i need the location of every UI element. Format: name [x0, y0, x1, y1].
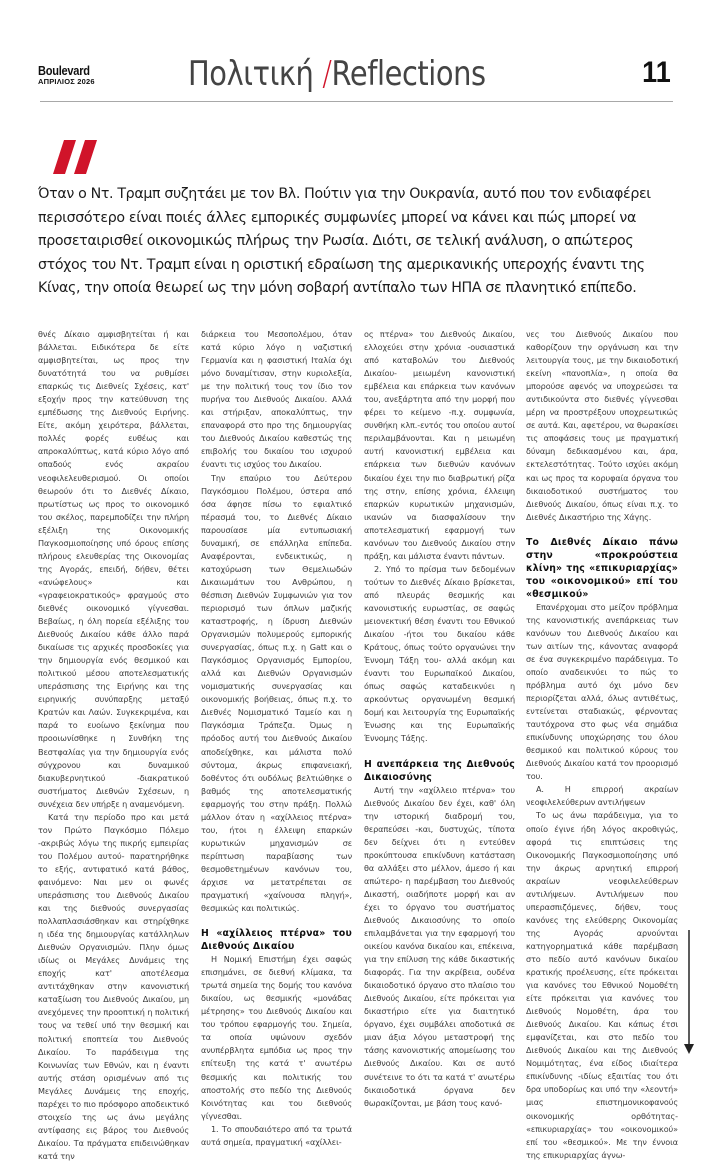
- paragraph: 2. Υπό το πρίσμα των δεδομένων τούτων το Διεθνές Δίκαιο βρίσκεται, από πλευράς θεσμικής και κανονιστικής ευρωστίας, σε σαφώς μειονεκτική θέση έναντι του Εθνικού Δικαίου -ήτοι του δικαίου κάθε Κράτους, όπως τούτο οργανώνει την Έννομη Τάξη του- αλλά ακόμη και έναντι του Ευρωπαϊκού Δικαίου, όπως σαφώς καταδεικνύει η αρκούντως οργανωμένη θεσμική δομή και λειτουργία της Ευρωπαϊκής Ένωσης και της Ευρωπαϊκής Έννομης Τάξης.: [364, 563, 515, 744]
- section-title-separator: /: [322, 54, 332, 94]
- quote-marks-icon: [52, 140, 102, 174]
- paragraph: Την επαύριο του Δεύτερου Παγκόσμιου Πολέμου, ύστερα από όσα άφησε πίσω το εφιαλτικό πέρασμά του, το Διεθνές Δίκαιο παρουσίασε μία εντυπωσιακή δυναμική, σε επάλληλα επίπεδα. Αναφέρονται, ενδεικτικώς, η κατοχύρωση των Θεμελιωδών Δικαιωμάτων του Ανθρώπου, η θέσπιση Διεθνών Συμφωνιών για τον περιορισμό των όπλων μαζικής καταστροφής, η ίδρυση Διεθνών Οργανισμών πολυμερούς εμπορικής συνεργασίας, όπως π.χ. η Gatt και ο Παγκόσμιος Οργανισμός Εμπορίου, αλλά και Διεθνών Οργανισμών νομισματικής συνεργασίας και οικονομικής βοήθειας, όπως π.χ. το Διεθνές Νομισματικό Ταμείο και η Παγκόσμια Τράπεζα. Όμως η πρόοδος αυτή του Διεθνούς Δικαίου αποδείχθηκε, και μάλιστα πολύ σύντομα, άκρως επιφανειακή, δοθέντος ότι ουδόλως βελτιώθηκε ο βαθμός της αποτελεσματικής εφαρμογής του στην πράξη. Πολλώ μάλλον όταν η «αχίλλειος πτέρνα» του, ήτοι η έλλειψη επαρκών κυρωτικών μηχανισμών σε περίπτωση παραβίασης των θεσμοθετημένων κανόνων του, άρχισε να μετατρέπεται σε πραγματική «χαίνουσα πληγή», θεσμικώς και πολιτικώς.: [201, 472, 352, 914]
- page-header: [38, 50, 673, 102]
- paragraph: Κατά την περίοδο προ και μετά τον Πρώτο Παγκόσμιο Πόλεμο -ακριβώς λόγω της πικρής εμπειρίας του Πολέμου αυτού- παρατηρήθηκε το εξής, αντιφατικό κατά βάθος, φαινόμενο: Ναι μεν οι φωνές υπεράσπισης του Διεθνούς Δικαίου και της διεθνούς συνεργασίας πολλαπλασιάσθηκαν και στηρίχθηκε η ιδέα της δημιουργίας κατάλληλων Διεθνών Οργανισμών. Πλην όμως ιδίως οι Μεγάλες Δυνάμεις της εποχής κατ' αποτέλεσμα αντιτάχθηκαν στην κανονιστική καταξίωση του Διεθνούς Δικαίου, μη ανεχόμενες την προοπτική η πολιτική τους να τεθεί υπό την θεσμική και πολιτική εποπτεία του Διεθνούς Δικαίου. Το παράδειγμα της Κοινωνίας των Εθνών, και η έναντι αυτής στάση ορισμένων από τις Μεγάλες Δυνάμεις της εποχής, παρέχει το πιο πρόσφορο αποδεικτικό στοιχείο της ως άνω μεγάλης αντίφασης εις βάρος του Διεθνούς Δικαίου. Τα πράγματα επιδεινώθηκαν κατά την: [38, 811, 189, 1161]
- paragraph: Το ως άνω παράδειγμα, για το οποίο έγινε ήδη λόγος ακροθιγώς, αφορά τις επιπτώσεις της Οικονομικής Παγκοσμιοποίησης υπό την άκρως αρνητική επιρροή ακραίων νεοφιλελεύθερων αντιλήψεων. Αντιλήψεων που υπερασπιζόμενες, δήθεν, τους κανόνες της ελεύθερης Οικονομίας της Αγοράς αρνούνται κατηγορηματικά κάθε παρέμβαση στο πεδίο αυτό κανόνων δικαίου κρατικής προέλευσης, είτε πρόκειται για κανόνες του Εθνικού Νομοθέτη είτε πρόκειται για κανόνες του Διεθνούς Νομοθέτη, άρα του Διεθνούς Δικαίου. Και κάπως έτσι εμφανίζεται, και στο πεδίο του Διεθνούς Δικαίου και της Διεθνούς Νομιμότητας, ένα είδος ιδιαίτερα επικίνδυνης -ιδίως εξαιτίας του ότι δρα υποδορίως και υπό την «λεοντή» μιας επιστημονικοφανούς οικονομικής ορθότητας- «επικυριαρχίας» του «οικονομικού» επί του «θεσμικού». Με την έννοια της επικυριαρχίας άγνω-: [526, 810, 678, 1160]
- paragraph: 1. Το σπουδαιότερο από τα τρωτά αυτά σημεία, πραγματική «αχίλλει-: [201, 1123, 352, 1147]
- continue-arrow-icon: [684, 930, 694, 1055]
- pull-quote: [38, 183, 678, 301]
- article-body: [38, 328, 678, 1161]
- paragraph: νες του Διεθνούς Δικαίου που καθορίζουν την οργάνωση και την λειτουργία τους, με την δικαιοδοτική εκείνη «πανοπλία», η οποία θα μπορούσε αφενός να υποχρεώσει τα αντιδικούντα στο διεθνές γίγνεσθαι μέρη να προστρέξουν υποχρεωτικώς σε αυτά. Και, αφετέρου, να θωρακίσει τις αποφάσεις τους με πραγματική δύναμη δεδικασμένου και, άρα, εκτελεστότητας. Τούτο ισχύει ακόμη και ως προς τα κορυφαία όργανα του δικαιοδοτικού συστήματος του Διεθνούς Δικαίου, όπως είναι π.χ. το Διεθνές Δικαστήριο της Χάγης.: [526, 329, 678, 522]
- paragraph: θνές Δίκαιο αμφισβητείται ή και βάλλεται. Ειδικότερα δε είτε αμφισβητείται, ως προς την δυνατότητά του να ρυθμίσει επαρκώς τις Διεθνείς Σχέσεις, κατ' εξοχήν προς την κατεύθυνση της εμπέδωσης της Διεθνούς Ειρήνης. Είτε, ακόμη χειρότερα, βάλλεται, πολλές φορές ευθέως και απροκαλύπτως, κατά κύριο λόγο από οπαδούς ενός ακραίου νεοφιλελευθερισμού. Οι οποίοι θεωρούν ότι το Διεθνές Δίκαιο, πρωτίστως ως προς το οικονομικό του σκέλος, παρεμποδίζει την πλήρη εξέλιξη της Οικονομικής Παγκοσμιοποίησης υπό όρους επίσης πλήρους ελευθερίας της Οικονομίας της Αγοράς, επειδή, δήθεν, θέτει «ανώφελους» και «γραφειοκρατικούς» φραγμούς στο διεθνές οικονομικό γίγνεσθαι. Βεβαίως, η όλη πορεία εξέλιξης του Διεθνούς Δικαίου κάθε άλλο παρά δικαίωσε τις αρχικές προσδοκίες για την δημιουργία ενός θεσμικού και πολιτικού μέσου αποτελεσματικής υπεράσπισης της Ειρήνης και της ειρηνικής συνύπαρξης μεταξύ Κρατών και Λαών. Συγκεκριμένα, και παρά το ευοίωνο ξεκίνημα που προοιωνίσθηκε η Συνθήκη της Βεστφαλίας για την δημιουργία ενός σύγχρονου και δυναμικού διακυβερνητικού -διακρατικού συστήματος Διεθνών Σχέσεων, η συνέχεια δεν υπήρξε η αναμενόμενη.: [38, 329, 189, 809]
- article-column-3: [364, 328, 515, 1110]
- paragraph: ος πτέρνα» του Διεθνούς Δικαίου, ελλοχεύει στην χρόνια -ουσιαστικά από καταβολών του Διεθνούς Δικαίου- μειωμένη κανονιστική εμβέλεια και επάρκεια των κανόνων του, ανεξάρτητα από την μορφή που φέρει το κείμενο -π.χ. συμφωνία, συνθήκη κλπ.-εντός του οποίου αυτοί περιλαμβάνονται. Και η μειωμένη αυτή κανονιστική εμβέλεια και επάρκεια των διεθνών κανόνων δικαίου έχει την πιο διαβρωτική ρίζα της στην, επίσης χρόνια, έλλειψη επαρκών κυρωτικών μηχανισμών, ικανών να διασφαλίσουν την αποτελεσματική εφαρμογή των κανόνων του Διεθνούς Δικαίου στην πράξη, και μάλιστα έναντι πάντων.: [364, 329, 515, 561]
- article-column-1: [38, 328, 189, 1163]
- section-title-primary: Πολιτική: [188, 54, 314, 94]
- subheading: Η «αχίλλειος πτέρνα» του Διεθνούς Δικαίου: [201, 928, 352, 953]
- masthead: [38, 64, 99, 87]
- paragraph: Αυτή την «αχίλλειο πτέρνα» του Διεθνούς Δικαίου δεν έχει, καθ' όλη την ιστορική διαδρομή του, θεραπεύσει -και, δυστυχώς, τίποτα δεν δείχνει ότι η εντεύθεν προκύπτουσα επικίνδυνη κατάσταση θα αλλάξει στο μέλλον, άμεσο ή και απώτερο- η παρέμβαση του Διεθνούς Δικαστή, οιαδήποτε μορφή και αν έχει το όργανο του συστήματος Διεθνούς Δικαιοσύνης το οποίο επιλαμβάνεται για την εφαρμογή του οικείου κανόνα δικαίου και, επέκεινα, για την επίλυση της κάθε δικαστικής διαφοράς. Για την ακρίβεια, ουδένα δικαιοδοτικό όργανο στο πλαίσιο του Διεθνούς Δικαίου, είτε πρόκειται για δικαστήριο είτε για διαιτητικό όργανο, έχει συμβάλει αποδοτικά σε μιαν άξια λόγου μεταστροφή της τάσης κανονιστικής απομείωσης του Διεθνούς Δικαίου. Και σε αυτό συνέτεινε το ότι τα κατά τ' ανωτέρω δικαιοδοτικά όργανα δεν θωρακίζονται, με βάση τους κανό-: [364, 784, 515, 1108]
- publication-name: Boulevard: [38, 63, 90, 78]
- paragraph: διάρκεια του Μεσοπολέμου, όταν κατά κύριο λόγο η ναζιστική Γερμανία και η φασιστική Ιταλία όχι μόνο δυναμίτισαν, στην κυριολεξία, με την πολιτική τους τον ίδιο τον πυρήνα του Διεθνούς Δικαίου. Αλλά και στήριξαν, αποκαλύπτως, την επαναφορά στο προ της δημιουργίας του Διεθνούς Δικαίου καθεστώς της επιβολής του δικαίου του ισχυρού έναντι τις ισχύος του Δικαίου.: [201, 329, 352, 470]
- subheading: Η ανεπάρκεια της Διεθνούς Δικαιοσύνης: [364, 758, 515, 783]
- paragraph: Α. Η επιρροή ακραίων νεοφιλελεύθερων αντιλήψεων: [526, 784, 678, 808]
- paragraph: Η Νομική Επιστήμη έχει σαφώς επισημάνει, σε διεθνή κλίμακα, τα τρωτά σημεία της δομής του κανόνα δικαίου, ως θεσμικής «μονάδας μέτρησης» του Διεθνούς Δικαίου και του τρόπου εφαρμογής του. Σημεία, τα οποία υψώνουν σχεδόν ανυπέρβλητα εμπόδια ως προς την επίτευξη της κατά τ' ανωτέρω θεσμικής και πολιτικής του αποστολής στο πεδίο της Διεθνούς Κοινότητας και του διεθνούς γίγνεσθαι.: [201, 954, 352, 1121]
- header-divider: [40, 101, 673, 102]
- section-title-secondary: Reflections: [331, 54, 486, 94]
- section-title: [188, 52, 486, 96]
- issue-date: ΑΠΡΙΛΙΟΣ 2026: [38, 77, 95, 86]
- article-column-4: [526, 328, 678, 1162]
- article-column-2: [201, 328, 352, 1149]
- subheading: Το Διεθνές Δίκαιο πάνω στην «προκρούστεια κλίνη» της «επικυριαρχίας» του «οικονομικού» επί του «θεσμικού»: [526, 536, 678, 600]
- pull-quote-text: Όταν ο Ντ. Τραμπ συζητάει με τον Βλ. Πούτιν για την Ουκρανία, αυτό που τον ενδιαφέρει περισσότερο είναι ποιές άλλες εμπορικές συμφωνίες μπορεί να κάνει και πώς μπορεί να προσεταιρισθεί οικονομικώς πλήρως την Ρωσία. Διότι, σε τελική ανάλυση, ο απώτερος στόχος του Ντ. Τραμπ είναι η οριστική εδραίωση της αμερικανικής υπεροχής έναντι της Κίνας, την οποία θεωρεί ως την μόνη σοβαρή αντίπαλο των ΗΠΑ σε πλανητικό επίπεδο.: [38, 186, 651, 296]
- page-number: 11: [642, 56, 671, 89]
- paragraph: Επανέρχομαι στο μείζον πρόβλημα της κανονιστικής ανεπάρκειας των κανόνων του Διεθνούς Δικαίου και των αιτίων της, κάνοντας αναφορά σε ένα συγκεκριμένο παράδειγμα. Το οποίο αναδεικνύει το πώς το πρόβλημα αυτό όχι μόνο δεν περιορίζεται αλλά, όλως αντιθέτως, εντείνεται σταδιακώς, φέρνοντας ταυτόχρονα στο φως νέα σημάδια επικίνδυνης υποχώρησης του όλου θεσμικού και πολιτικού κύρους του Διεθνούς Δικαίου κατά τον προορισμό του.: [526, 601, 678, 782]
